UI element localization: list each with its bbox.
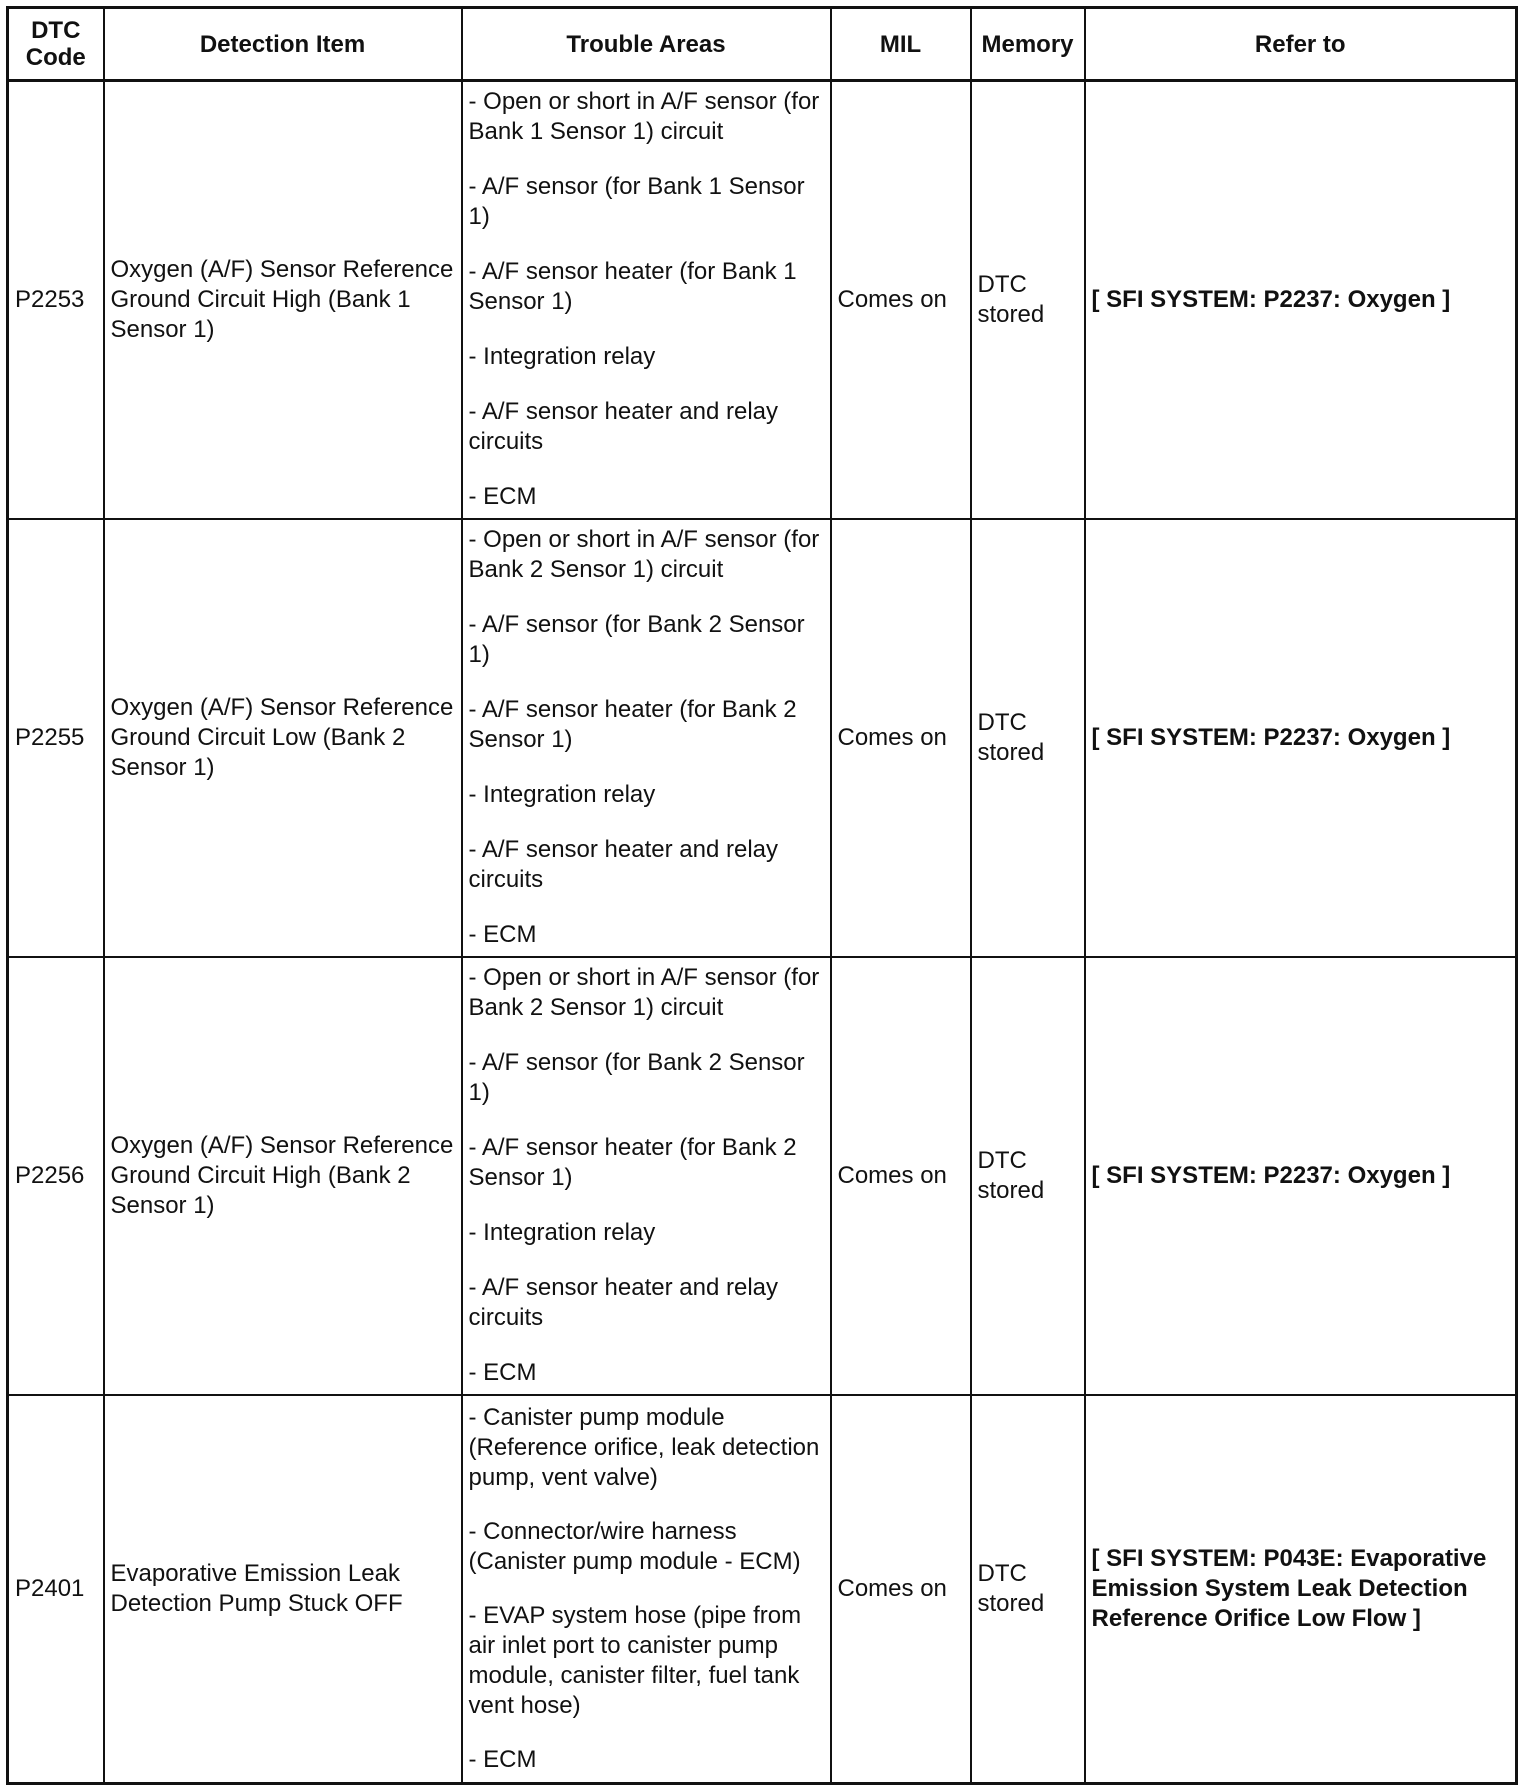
table-row [8, 1395, 1517, 1784]
refer-to-link[interactable]: [ SFI SYSTEM: P2237: Oxygen ] [1085, 519, 1517, 957]
trouble-area-item: - A/F sensor heater and relay circuits [468, 398, 778, 456]
trouble-areas-cell [462, 957, 831, 1395]
detection-item-cell: Oxygen (A/F) Sensor Reference Ground Circuit High (Bank 1 Sensor 1) [104, 81, 462, 519]
trouble-area-item: - Connector/wire harness (Canister pump module - ECM) [468, 1517, 801, 1575]
header-row [8, 8, 1517, 81]
header-trouble-areas: Trouble Areas [462, 8, 831, 81]
refer-to-link[interactable]: [ SFI SYSTEM: P043E: Evaporative Emission System Leak Detection Reference Orifice Low Flow ] [1085, 1395, 1517, 1784]
mil-cell: Comes on [831, 519, 971, 957]
trouble-area-item: - Open or short in A/F sensor (for Bank 2 Sensor 1) circuit [468, 526, 820, 583]
mil-cell: Comes on [831, 957, 971, 1395]
memory-cell: DTC stored [971, 1395, 1085, 1784]
trouble-area-item: - Open or short in A/F sensor (for Bank 2 Sensor 1) circuit [468, 964, 820, 1021]
trouble-area-item: - ECM [468, 921, 537, 948]
detection-item-cell: Oxygen (A/F) Sensor Reference Ground Circuit Low (Bank 2 Sensor 1) [104, 519, 462, 957]
mil-cell: Comes on [831, 1395, 971, 1784]
dtc-code-cell: P2256 [8, 957, 104, 1395]
memory-cell: DTC stored [971, 957, 1085, 1395]
trouble-area-item: - A/F sensor heater (for Bank 2 Sensor 1) [468, 1134, 797, 1191]
trouble-areas-cell [462, 1395, 831, 1784]
trouble-area-item: - Integration relay [468, 781, 656, 808]
memory-cell: DTC stored [971, 519, 1085, 957]
trouble-area-item: - Canister pump module (Reference orifice, leak detection pump, vent valve) [468, 1403, 820, 1491]
trouble-area-item: - ECM [468, 1745, 537, 1773]
refer-to-link[interactable]: [ SFI SYSTEM: P2237: Oxygen ] [1085, 957, 1517, 1395]
dtc-code-cell: P2401 [8, 1395, 104, 1784]
trouble-areas-cell [462, 81, 831, 519]
header-refer-to: Refer to [1085, 8, 1517, 81]
trouble-area-item: - EVAP system hose (pipe from air inlet port to canister pump module, canister filter, fuel tank vent hose) [468, 1601, 802, 1719]
dtc-code-cell: P2253 [8, 81, 104, 519]
trouble-area-item: - A/F sensor heater (for Bank 2 Sensor 1) [468, 696, 797, 753]
trouble-area-item: - A/F sensor (for Bank 2 Sensor 1) [468, 1049, 805, 1106]
trouble-areas-cell [462, 519, 831, 957]
trouble-area-item: - Integration relay [468, 1219, 656, 1246]
trouble-area-item: - A/F sensor (for Bank 1 Sensor 1) [468, 173, 805, 231]
trouble-area-item: - Integration relay [468, 343, 656, 371]
trouble-area-item: - A/F sensor heater (for Bank 1 Sensor 1) [468, 258, 797, 316]
dtc-table [6, 6, 1518, 1785]
header-detection-item: Detection Item [104, 8, 462, 81]
detection-item-cell: Evaporative Emission Leak Detection Pump Stuck OFF [104, 1395, 462, 1784]
table-row [8, 957, 1517, 1395]
refer-to-link[interactable]: [ SFI SYSTEM: P2237: Oxygen ] [1085, 81, 1517, 519]
trouble-area-item: - A/F sensor heater and relay circuits [468, 836, 778, 893]
table-row [8, 519, 1517, 957]
trouble-area-item: - ECM [468, 483, 537, 511]
header-dtc-code: DTC Code [8, 8, 104, 81]
memory-cell: DTC stored [971, 81, 1085, 519]
mil-cell: Comes on [831, 81, 971, 519]
header-mil: MIL [831, 8, 971, 81]
trouble-area-item: - A/F sensor (for Bank 2 Sensor 1) [468, 611, 805, 668]
dtc-code-cell: P2255 [8, 519, 104, 957]
table-row [8, 81, 1517, 519]
trouble-area-item: - Open or short in A/F sensor (for Bank 1 Sensor 1) circuit [468, 88, 820, 146]
header-memory: Memory [971, 8, 1085, 81]
trouble-area-item: - A/F sensor heater and relay circuits [468, 1274, 778, 1331]
trouble-area-item: - ECM [468, 1359, 537, 1386]
detection-item-cell: Oxygen (A/F) Sensor Reference Ground Circuit High (Bank 2 Sensor 1) [104, 957, 462, 1395]
